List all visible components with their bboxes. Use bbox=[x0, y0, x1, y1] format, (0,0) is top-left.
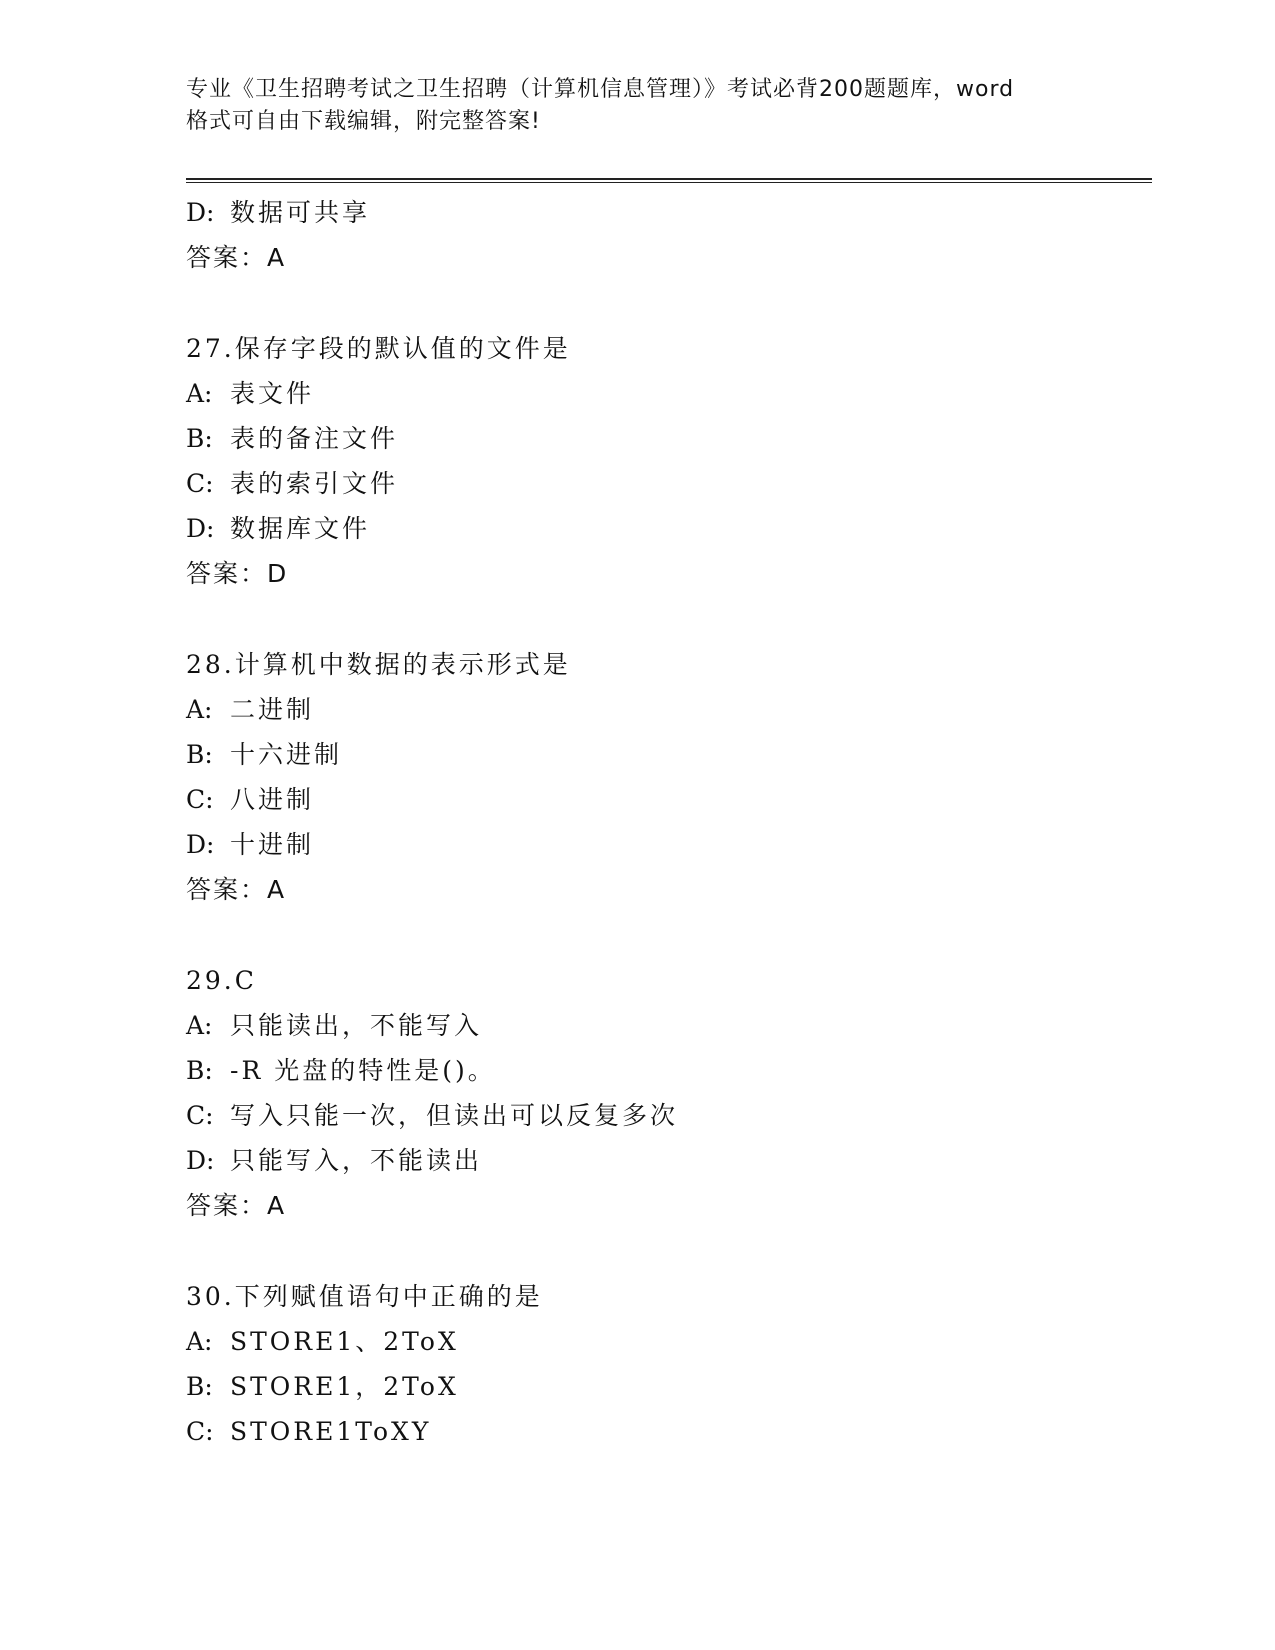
option-d bbox=[186, 1138, 1152, 1183]
option-text: 只能写入，不能读出 bbox=[230, 1146, 483, 1175]
option-d bbox=[186, 822, 1152, 867]
option-label: C: bbox=[186, 785, 214, 814]
option-label: D: bbox=[186, 830, 215, 859]
option-c bbox=[186, 1409, 1152, 1454]
option-text: 表文件 bbox=[230, 379, 315, 408]
question-block bbox=[186, 326, 1152, 596]
option-text: STORE1ToXY bbox=[230, 1417, 432, 1446]
option-text: STORE1、2ToX bbox=[230, 1327, 459, 1356]
option-c bbox=[186, 1093, 1152, 1138]
question-title: 30.下列赋值语句中正确的是 bbox=[186, 1282, 543, 1311]
header-divider bbox=[186, 178, 1152, 183]
option-text: 数据可共享 bbox=[230, 198, 371, 227]
option-text: 表的备注文件 bbox=[230, 424, 399, 453]
option-label: C: bbox=[186, 1101, 214, 1130]
option-text: STORE1，2ToX bbox=[230, 1372, 459, 1401]
option-label: A: bbox=[186, 379, 213, 408]
option-a bbox=[186, 687, 1152, 732]
option-text: -R 光盘的特性是()。 bbox=[230, 1056, 496, 1085]
option-b bbox=[186, 1364, 1152, 1409]
option-text: 写入只能一次，但读出可以反复多次 bbox=[230, 1101, 679, 1130]
answer: 答案：A bbox=[186, 243, 287, 272]
answer: 答案：D bbox=[186, 559, 289, 588]
question-title: 28.计算机中数据的表示形式是 bbox=[186, 650, 571, 679]
header-line-2: 格式可自由下载编辑，附完整答案! bbox=[186, 109, 541, 134]
option-text: 八进制 bbox=[230, 785, 315, 814]
option-text: 十进制 bbox=[230, 830, 315, 859]
option-label: D: bbox=[186, 514, 215, 543]
option-text: 二进制 bbox=[230, 695, 315, 724]
question-title: 29.C bbox=[186, 966, 257, 995]
option-label: B: bbox=[186, 1056, 213, 1085]
option-label: C: bbox=[186, 1417, 214, 1446]
option-label: D: bbox=[186, 198, 215, 227]
option-d bbox=[186, 506, 1152, 551]
spacer bbox=[186, 912, 1152, 958]
option-c bbox=[186, 461, 1152, 506]
option-label: B: bbox=[186, 424, 213, 453]
answer: 答案：A bbox=[186, 875, 287, 904]
question-block bbox=[186, 958, 1152, 1228]
question-block bbox=[186, 642, 1152, 912]
spacer bbox=[186, 280, 1152, 326]
option-b bbox=[186, 1048, 1152, 1093]
option-a bbox=[186, 371, 1152, 416]
document-page bbox=[186, 0, 1152, 1650]
option-a bbox=[186, 1003, 1152, 1048]
option-b bbox=[186, 732, 1152, 777]
spacer bbox=[186, 1228, 1152, 1274]
option-text: 数据库文件 bbox=[230, 514, 371, 543]
option-label: B: bbox=[186, 740, 213, 769]
header-line-1: 专业《卫生招聘考试之卫生招聘（计算机信息管理）》考试必背200题题库，word bbox=[186, 77, 1015, 102]
option-c bbox=[186, 777, 1152, 822]
option-text: 十六进制 bbox=[230, 740, 343, 769]
option-d bbox=[186, 190, 1152, 235]
answer: 答案：A bbox=[186, 1191, 287, 1220]
option-label: D: bbox=[186, 1146, 215, 1175]
option-label: C: bbox=[186, 469, 214, 498]
question-block bbox=[186, 1274, 1152, 1454]
document-header bbox=[186, 74, 1086, 138]
option-label: A: bbox=[186, 1011, 213, 1040]
option-a bbox=[186, 1319, 1152, 1364]
question-list bbox=[186, 190, 1152, 1454]
option-label: B: bbox=[186, 1372, 213, 1401]
option-label: A: bbox=[186, 695, 213, 724]
option-text: 表的索引文件 bbox=[230, 469, 399, 498]
option-text: 只能读出，不能写入 bbox=[230, 1011, 483, 1040]
option-label: A: bbox=[186, 1327, 213, 1356]
question-title: 27.保存字段的默认值的文件是 bbox=[186, 334, 571, 363]
spacer bbox=[186, 596, 1152, 642]
option-b bbox=[186, 416, 1152, 461]
